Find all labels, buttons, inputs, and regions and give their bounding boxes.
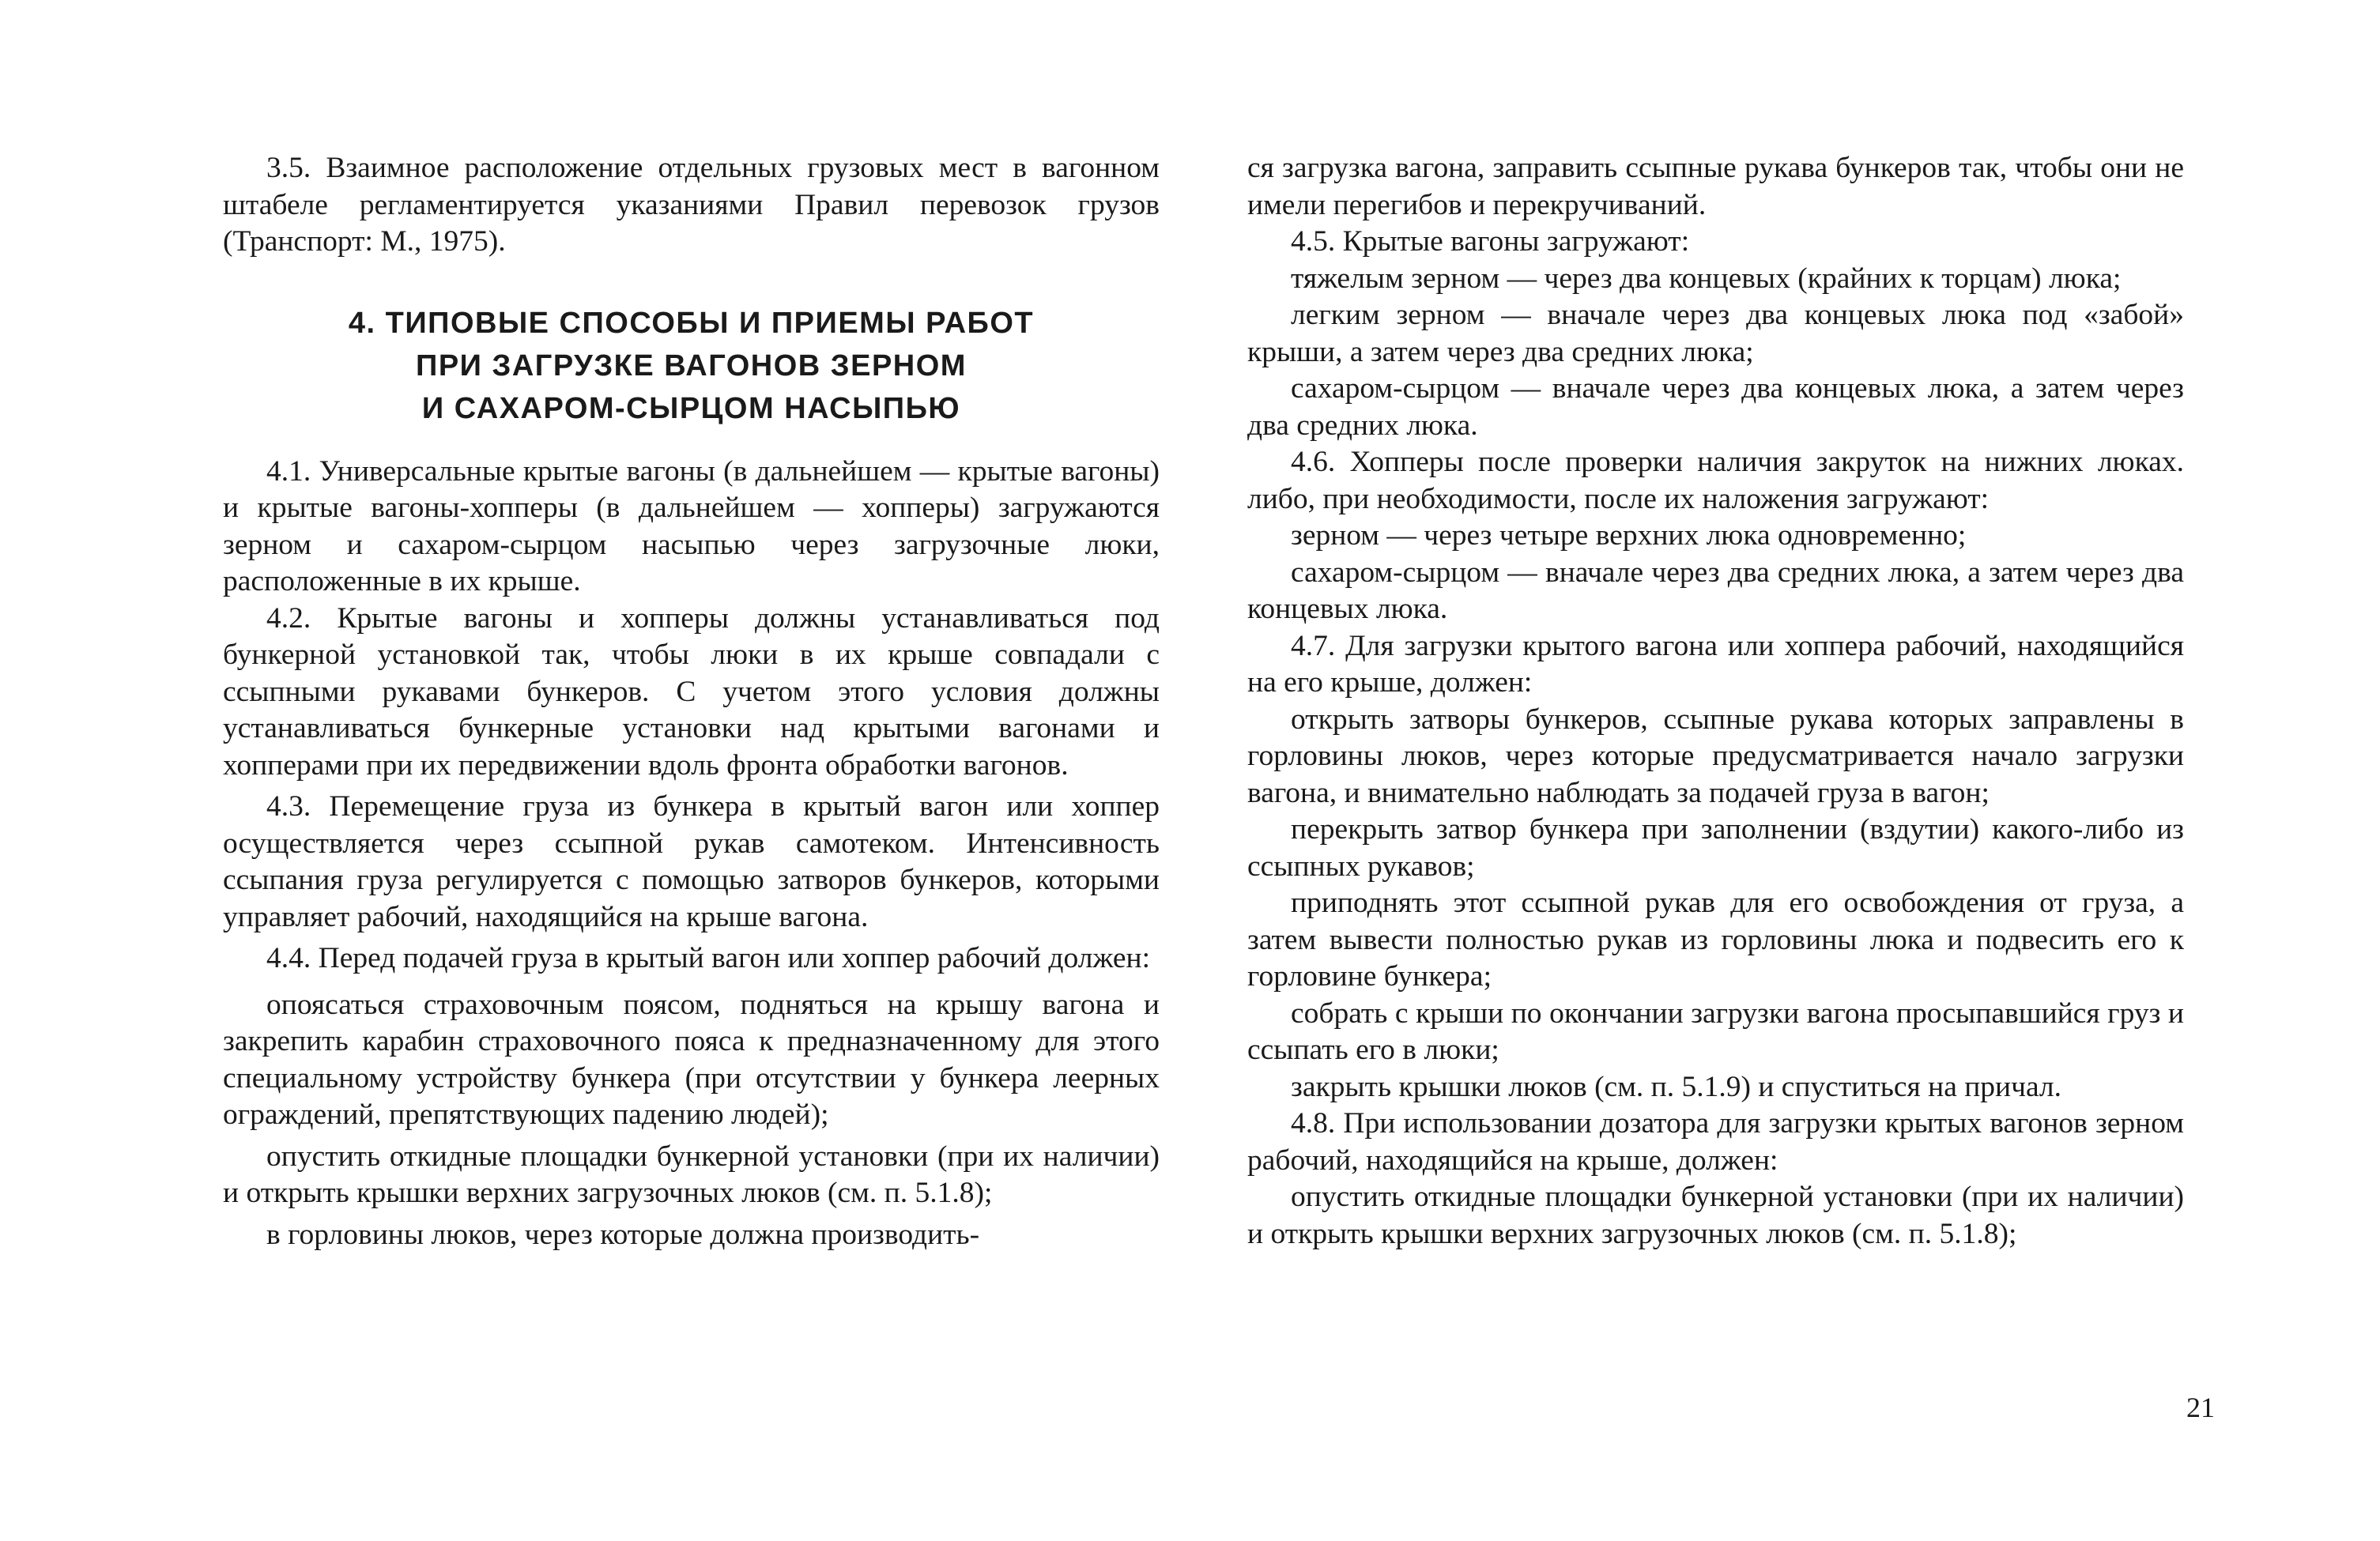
paragraph-4-3: 4.3. Перемещение груза из бункера в крытый вагон или хоппер осуществляется через ссыпной рукав самотеком. Интенсивность ссыпания груза регулируется с помощью затворов бункеров, которыми управляет рабочий, находящийся на крыше вагона. [223, 790, 1160, 933]
paragraph-4-1: 4.1. Универсальные крытые вагоны (в дальнейшем — крытые вагоны) и крытые вагоны-хопперы (в дальнейшем — хопперы) загружаются зерном и сахаром-сырцом насыпью через загрузочные люки, расположенные в их крыше. [223, 454, 1160, 597]
paragraph-3-5: 3.5. Взаимное расположение отдельных грузовых мест в вагонном штабеле регламентируется указаниями Правил перевозок грузов (Транспорт: М., 1975). [223, 152, 1160, 258]
paragraph-4-7-item-c: приподнять этот ссыпной рукав для его освобождения от груза, а затем вывести полностью рукав из горловины люка и подвесить его к горловине бункера; [1247, 887, 2184, 993]
paragraph-4-2: 4.2. Крытые вагоны и хопперы должны устанавливаться под бункерной установкой так, чтобы люки в их крыше совпадали с ссыпными рукавами бункеров. С учетом этого условия должны устанавливаться бункерные установки над крытыми вагонами и хопперами при их передвижении вдоль фронта обработки вагонов. [223, 601, 1160, 782]
paragraph-4-4-item-a: опоясаться страховочным поясом, подняться на крышу вагона и закрепить карабин страховочного пояса к предназначенному для этого специальному устройству бункера (при отсутствии у бункера леерных ограждений, препятствующих падению людей); [223, 988, 1160, 1131]
paragraph-4-5-item-a: тяжелым зерном — через два концевых (крайних к торцам) люка; [1291, 262, 2122, 295]
section-heading-line-2: ПРИ ЗАГРУЗКЕ ВАГОНОВ ЗЕРНОМ [416, 349, 967, 382]
paragraph-4-6-item-b: сахаром-сырцом — вначале через два средних люка, а затем через два концевых люка. [1247, 556, 2184, 625]
paragraph-continuation: ся загрузка вагона, заправить ссыпные рукава бункеров так, чтобы они не имели перегибов и перекручиваний. [1247, 152, 2184, 221]
paragraph-4-5-item-b: легким зерном — вначале через два концевых люка под «забой» крыши, а затем через два средних люка; [1247, 299, 2184, 368]
paragraph-4-8: 4.8. При использовании дозатора для загрузки крытых вагонов зерном рабочий, находящийся на крыше, должен: [1247, 1107, 2184, 1177]
paragraph-4-8-item-a: опустить откидные площадки бункерной установки (при их наличии) и открыть крышки верхних загрузочных люков (см. п. 5.1.8); [1247, 1181, 2184, 1250]
section-heading-line-1: 4. ТИПОВЫЕ СПОСОБЫ И ПРИЕМЫ РАБОТ [348, 306, 1035, 340]
paragraph-4-6: 4.6. Хопперы после проверки наличия закруток на нижних люках. либо, при необходимости, после их наложения загружают: [1247, 446, 2184, 515]
section-4-heading [223, 302, 1160, 430]
left-column [223, 150, 1160, 1253]
paragraph-4-7-item-d: собрать с крыши по окончании загрузки вагона просыпавшийся груз и ссыпать его в люки; [1247, 997, 2184, 1066]
section-heading-line-3: И САХАРОМ-СЫРЦОМ НАСЫПЬЮ [421, 391, 961, 425]
paragraph-4-5-item-c: сахаром-сырцом — вначале через два концевых люка, а затем через два средних люка. [1247, 372, 2184, 442]
paragraph-4-5: 4.5. Крытые вагоны загружают: [1291, 225, 1690, 258]
paragraph-4-7: 4.7. Для загрузки крытого вагона или хоппера рабочий, находящийся на его крыше, должен: [1247, 629, 2184, 699]
paragraph-4-7-item-a: открыть затворы бункеров, ссыпные рукава которых заправлены в горловины люков, через которые предусматривается начало загрузки вагона, и внимательно наблюдать за подачей груза в вагон; [1247, 703, 2184, 809]
right-column [1247, 150, 2184, 1253]
page-number: 21 [2186, 1392, 2215, 1423]
paragraph-4-4: 4.4. Перед подачей груза в крытый вагон или хоппер рабочий должен: [266, 942, 1151, 974]
paragraph-4-4-item-c: в горловины люков, через которые должна производить- [266, 1218, 980, 1251]
paragraph-4-4-item-b: опустить откидные площадки бункерной установки (при их наличии) и открыть крышки верхних загрузочных люков (см. п. 5.1.8); [223, 1140, 1160, 1209]
paragraph-4-7-item-e: закрыть крышки люков (см. п. 5.1.9) и спуститься на причал. [1291, 1070, 2062, 1103]
paragraph-4-7-item-b: перекрыть затвор бункера при заполнении (вздутии) какого-либо из ссыпных рукавов; [1247, 813, 2184, 883]
paragraph-4-6-item-a: зерном — через четыре верхних люка одновременно; [1291, 519, 1967, 552]
